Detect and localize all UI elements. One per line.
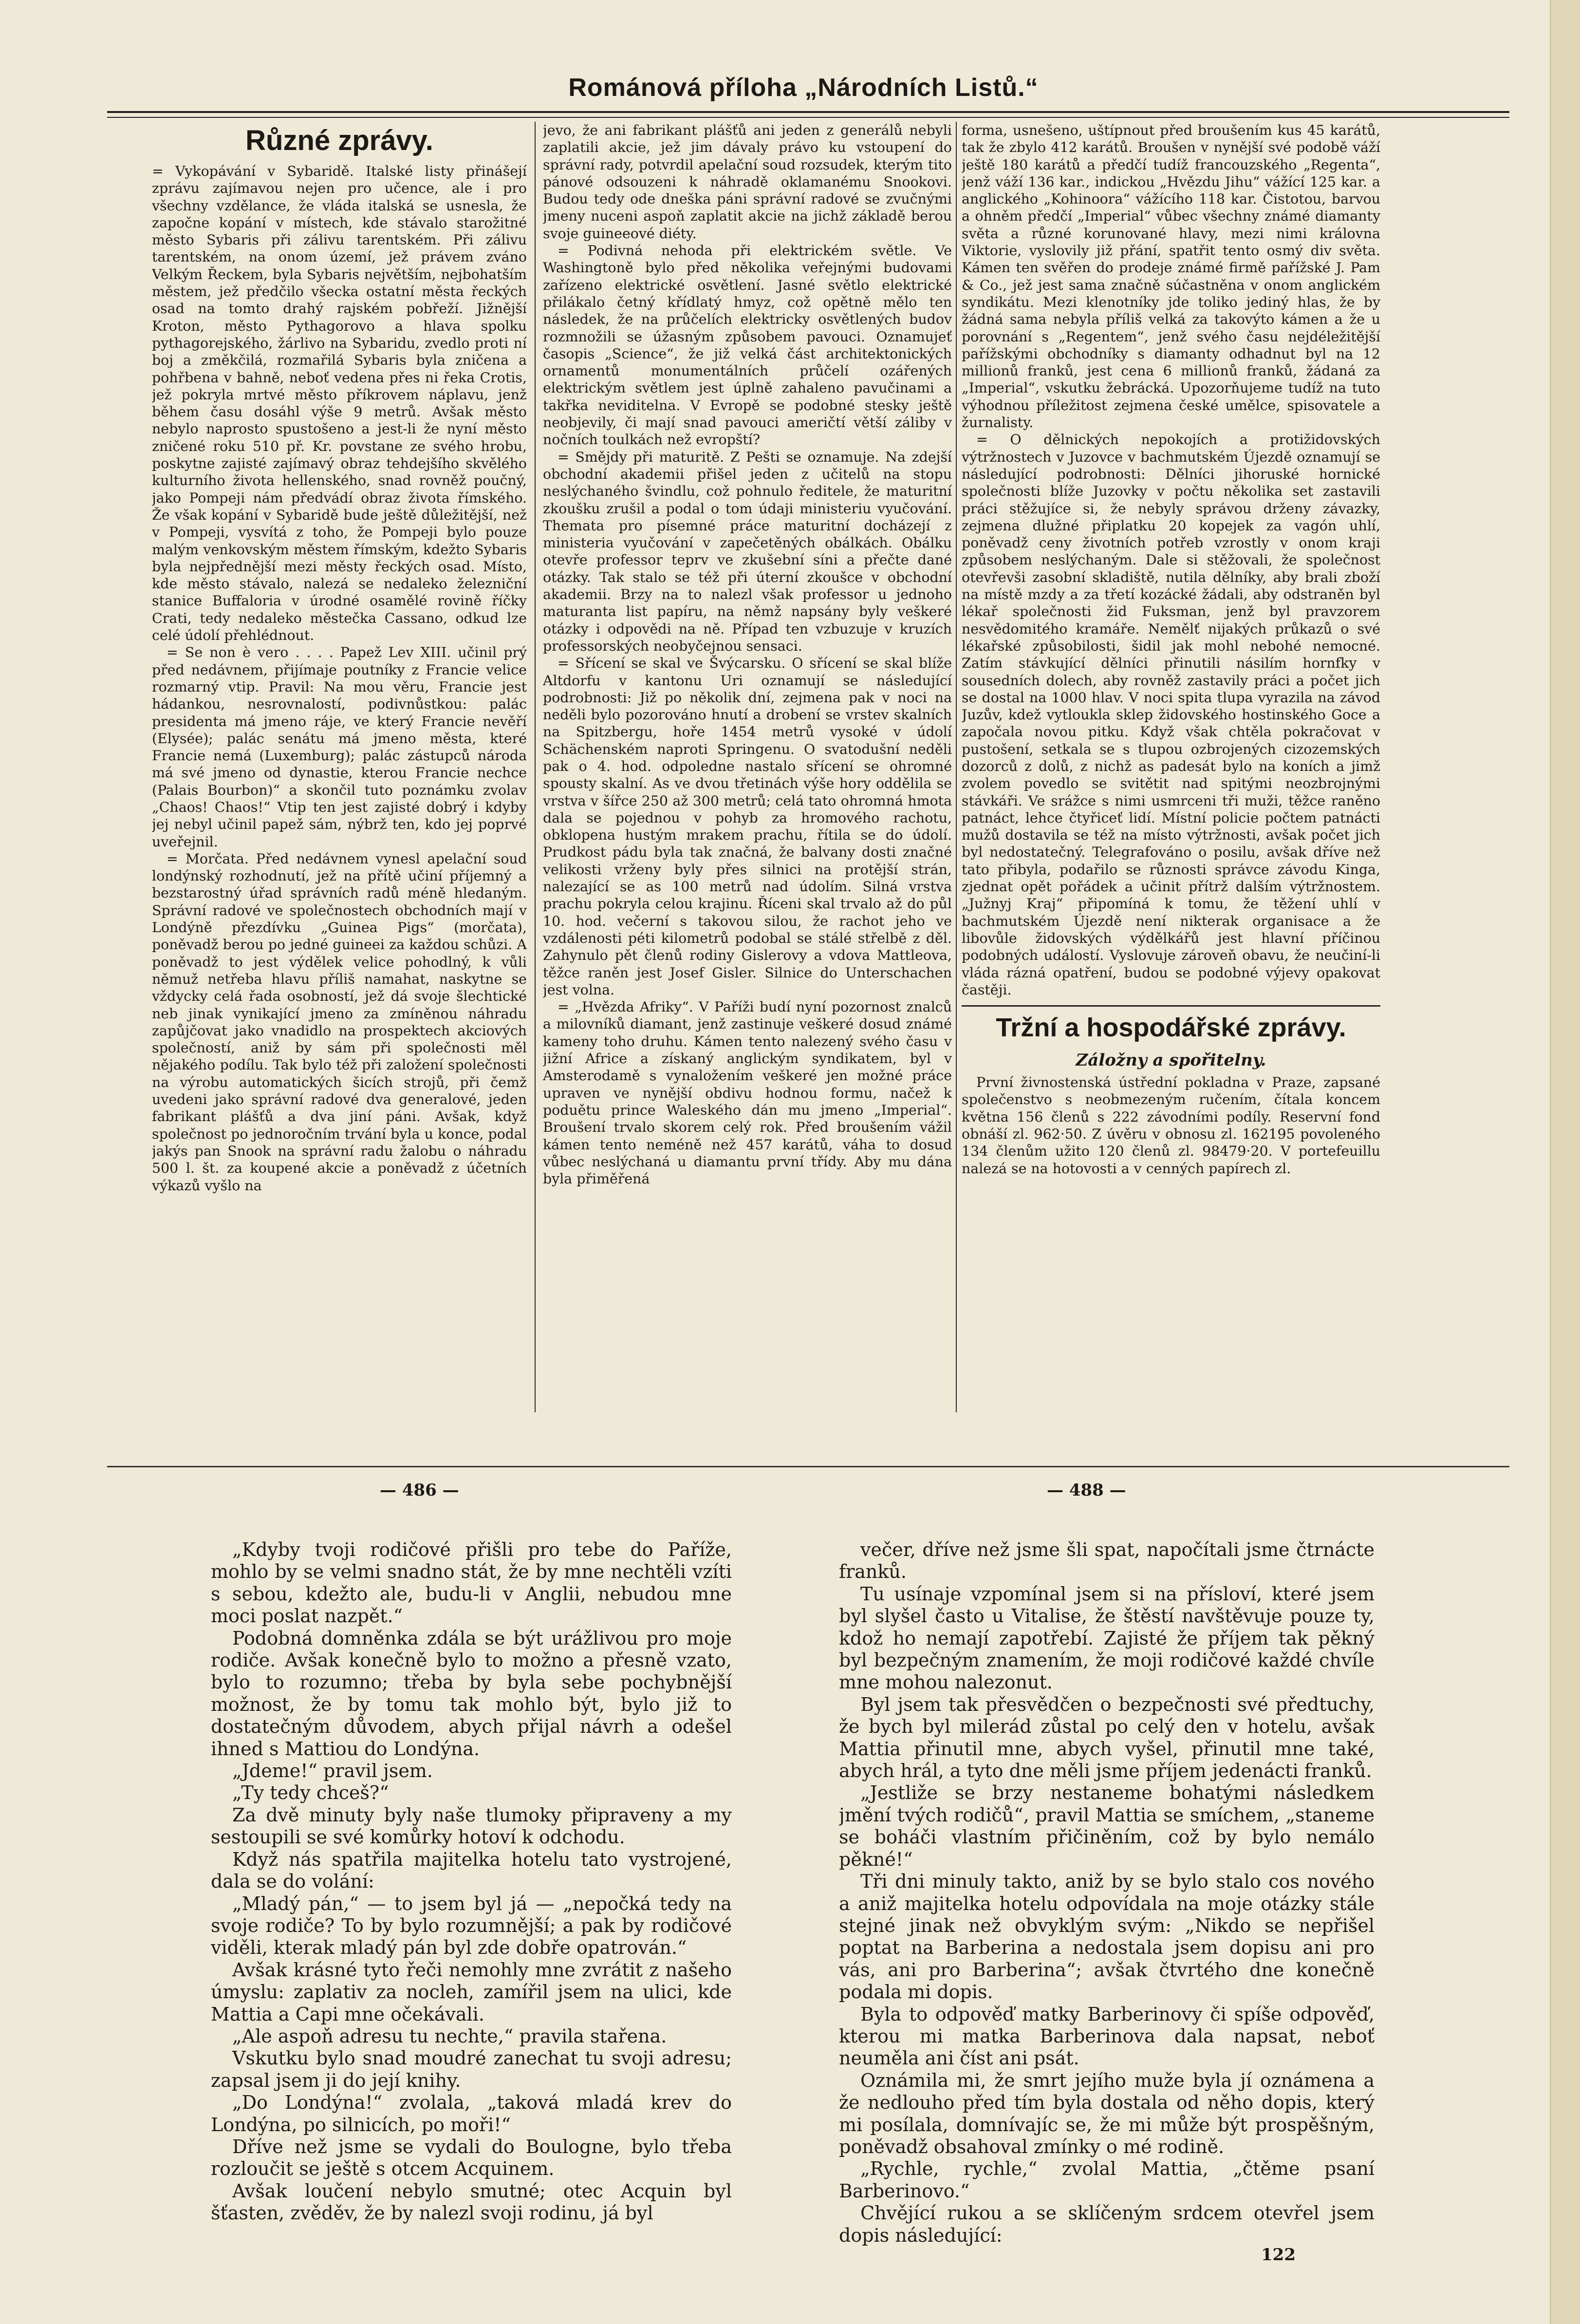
page-number-left: — 486 — [380, 1481, 459, 1500]
article-electric-light: = Podivná nehoda při elektrickém světle. Ve Washingtoně bylo před několika veřejnými budovami zařízeno elektrické osvětlení. Jasné světlo elektrické přilákalo četný křídlatý hmyz, což opětně mělo ten následek, že na průčelích elektricky osvětlených budov rozmnožili se úžasným způsobem pavouci. Oznamujeť časopis „Science“, že již velká část architektonických ornamentů monumentálních průčelí ozářených elektrickým světlem jest úplně zahaleno pavučinami a takřka neviditelna. V Evropě se podobné stesky ještě neobjevily, či mají snad pavouci američtí větší záliby v nočních toulkách než evropští? [543, 243, 952, 448]
novel-paragraph: Chvějící rukou a se sklíčeným srdcem otevřel jsem dopis následující: [839, 2202, 1375, 2246]
article-sybaris: = Vykopávání v Sybaridě. Italské listy přinášejí zprávu zajímavou nejen pro učence, ale i pro všechny vzdělance, že vláda italská se usnesla, že započne kopání v místech, kde stávalo starožitné město Sybaris při zálivu tarentském. Při zálivu tarentském, na onom území, jež právem zváno Velkým Řeckem, byla Sybaris největším, nejbohatším městem, jež předčilo všecka ostatní města řeckých osad na tomto drahý rajském pobřeží. Jižnější Kroton, město Pythagorovo a hlava spolku pythagorejského, žárlivo na Sybaridu, zvedlo proti ní boj a změkčilá, rozmařilá Sybaris byla zničena a pohřbena v bahně, neboť vedena přes ni řeka Crotis, jež pokryla mrtvé město příkrovem náplavu, jenž během času dosáhl výše 9 metrů. Avšak město nebylo naprosto spustošeno a jest-li že nyní město zničené roku 510 př. Kr. povstane ze svého hrobu, poskytne zajisté zajímavý obraz tehdejšího skvělého kulturního života hellenského, snad rovněž poučný, jako Pompeji nám předvádí obraz života římského. Že však kopání v Sybaridě bude ještě důležitější, než v Pompeji, vysvítá z toho, že Pompeji bylo pouze malým venkovským městem římským, kdežto Sybaris byla nejpřednější mezi městy řeckých osad. Místo, kde město stávalo, nalezá se nedaleko železniční stanice Buffaloria v úrodné osamělé rovině říčky Crati, tedy nedaleko městečka Cassano, odkud lze celé údolí přehlédnout. [152, 163, 527, 644]
novel-paragraph: „Ale aspoň adresu tu nechte,“ pravila stařena. [232, 2025, 667, 2047]
novel-paragraph: Tu usínaje vzpomínal jsem si na přísloví, které jsem byl slyšel často u Vitalise, že štěstí navštěvuje pouze ty, kdož ho nemají zapotřebí. Zajisté že příjem tak pěkný byl bezpečným znamením, že moji rodičové každé chvíle mne mohou nalezonut. [839, 1583, 1375, 1693]
column-separator [535, 122, 536, 1412]
column-2 [543, 122, 952, 1422]
novel-left-column [211, 1539, 732, 2269]
novel-paragraph: Vskutku bylo snad moudré zanechat tu svoji adresu; zapsal jsem ji do její knihy. [211, 2047, 732, 2091]
novel-paragraph: Byl jsem tak přesvědčen o bezpečnosti své předtuchy, že bych byl milerád zůstal po celý den v hotelu, avšak Mattia přinutil mne, abych vyšel, přinutil mne také, abych hrál, a tyto dne měli jsme příjem jedenácti franků. [839, 1693, 1375, 1782]
market-section-title: Tržní a hospodářské zprávy. [996, 1013, 1346, 1043]
article-rockfall: = Sřícení se skal ve Švýcarsku. O sřícení se skal blíže Altdorfu v kantonu Uri oznamují se následující podrobnosti: Již po několik dní, zejmena pak v noci na neděli bylo pozorováno hnutí a drobení se vrstev skalních na Spitzbergu, hoře 1454 metrů vysoké v údolí Schächenském naproti Springenu. O svatodušní neděli pak o 4. hod. odpoledne nastalo sřícení se ohromné spousty skalní. As ve dvou třetinách výše hory oddělila se vrstva v šířce 250 až 300 metrů; celá tato ohromná hmota dala se pojednou v pohyb za hromového rachotu, obklopena hustým mrakem prachu, řítila se do údolí. Prudkost pádu byla tak značná, že balvany dosti značné velikosti vrženy byly přes silnici na protější strán, nalezající se as 100 metrů nad údolím. Silná vrstva prachu pokryla celou krajinu. Říceni skal trvalo až do půl 10. hod. večerní s takovou silou, že rachot jeho ve vzdálenosti péti kilometrů podobal se stálé střelbě z děl. Zahynulo pět členů rodiny Gislerovy a vdova Mattleova, těžce raněn jest Josef Gisler. Silnice do Unterschachen jest volna. [543, 655, 952, 998]
novel-paragraph: „Rychle, rychle,“ zvolal Mattia, „čtěme psaní Barberinovo.“ [839, 2158, 1375, 2202]
column-3 [962, 122, 1380, 1422]
novel-paragraph: Byla to odpověď matky Barberinovy či spíše odpověď, kterou mi matka Barberinova dala napsat, neboť neuměla ani číst ani psát. [839, 2003, 1375, 2069]
article-continuation: forma, usnešeno, uštípnout před broušením kus 45 karátů, tak že zbylo 412 karátů. Broušen v nynější své podobě váží ještě 180 karátů a předčí tudíž francouzského „Regenta“, jenž váží 136 kar., indickou „Hvězdu Jihu“ vážící 125 kar. a anglického „Kohinoora“ vážícího 118 kar. Čistotou, barvou a ohněm předčí „Imperial“ vůbec všechny známé diamanty světa a různé korunované hlavy, mezi nimi královna Viktorie, vyslovily již přání, spatřit tento osmý div světa. Kámen ten svěřen do prodeje známé firmě pařížské J. Pam & Co., jež jest sama značně súčastněna v onom anglickém syndikátu. Mezi klenotníky jde toliko jediný hlas, že by žádná sama nebyla příliš velká za takovýto kámen a že u porovnání s „Regentem“, jenž svého času nejdéležitější pařížskými obchodníky s diamanty odhadnut byl na 12 millionů franků, jest cena 6 millionů franků, žádaná za „Imperial“, vskutku žebrácká. Upozorňujeme tudíž na tuto výhodnou příležitost zejmena české umělce, spisovatele a žurnalisty. [962, 122, 1380, 431]
novel-paragraph: Za dvě minuty byly naše tlumoky připraveny a my sestoupili se své komůrky hotoví k odchodu. [211, 1804, 732, 1848]
market-subtitle: Záložny a spořitelny. [1076, 1050, 1266, 1070]
novel-paragraph: Oznámila mi, že smrt jejího muže byla jí oznámena a že nedlouho před tím byla dostala od něho dopis, který mi posílala, domnívajíc se, že mi může být prospěšným, poněvadž obsahoval zmínky o mé rodině. [839, 2069, 1375, 2157]
section-divider [107, 1466, 1509, 1467]
novel-paragraph: Podobná domněnka zdála se být urážlivou pro moje rodiče. Avšak konečně bylo to možno a přesně vzato, bylo to rozumno; třeba by byla sebe pochybnější možnost, že by tomu tak mohlo být, bylo již to dostatečným důvodem, abych přijal návrh a odešel ihned s Mattiou do Londýna. [211, 1627, 732, 1760]
novel-paragraph: Avšak loučení nebylo smutné; otec Acquin byl šťasten, zvěděv, že by nalezl svoji rodinu, já byl [211, 2180, 732, 2224]
header-rule [107, 111, 1509, 118]
novel-paragraph: Když nás spatřila majitelka hotelu tato vystrojené, dala se do volání: [211, 1848, 732, 1893]
article-zalozna: První živnostenská ústřední pokladna v Praze, zapsané společenstvo s neobmezeným ručením, čítala koncem května 156 členů s 222 závodními podíly. Reservní fond obnáší zl. 962·50. Z úvěru v obnosu zl. 162195 povoleného 134 členům užito 120 členů zl. 98479·20. V portefeuillu nalezá se na hotovosti a v cenných papírech zl. [962, 1074, 1380, 1177]
novel-paragraph: „Mladý pán,“ — to jsem byl já — „nepočká tedy na svoje rodiče? To by bylo rozumnější; a pak by rodičové viděli, kterak mladý pán byl zde dobře opatrován.“ [211, 1893, 732, 1959]
section-title: Různé zprávy. [245, 125, 433, 156]
page-header: Románová příloha „Národních Listů.“ [568, 74, 1039, 102]
novel-paragraph: „Do Londýna!“ zvolala, „taková mladá krev do Londýna, po silnicích, po moři!“ [211, 2092, 732, 2136]
article-continuation: jevo, že ani fabrikant plášťů ani jeden z generálů nebyli zaplatili akcie, jež jim dávaly právo ku vstoupení do správní rady, potvrdil apelační soud rozsudek, kterým tito pánové odsouzeni k náhradě oklamanému Snookovi. Budou tedy ode dneška páni správní radové se zvučnými jmeny nuceni aspoň zaplatit akcie na jichž základě berou svoje guineeové diéty. [543, 122, 952, 242]
folio-number: 122 [1261, 2245, 1296, 2265]
page-number-right: — 488 — [1047, 1481, 1126, 1500]
article-maturita: = Smějdy při maturitě. Z Pešti se oznamuje. Na zdejší obchodní akademii přišel jeden z učitelů na stopu neslýchaného švindlu, což pohnulo ředitele, že maturitní zkoušku zrušil a podal o tom údaji ministeriu vyučování. Themata pro písemné práce maturitní docházejí z ministeria vyučování v zapečetěných obálkách. Obálku otevře professor teprv ve zkušební síni a přečte dané otázky. Tak stalo se též při úterní zkoušce v obchodní akademii. Brzy na to nalezl však professor u jednoho maturanta list papíru, na němž napsány byly veškeré otázky i odpovědi na ně. Případ ten vzbuzuje v kruzích professorských neobyčejnou sensaci. [543, 449, 952, 654]
article-juzovka: = O dělnických nepokojích a protižidovských výtržnostech v Juzovce v bachmutském Újezdě oznamují se následující podrobnosti: Dělníci jihoruské hornické společnosti blíže Juzovky v počtu několika set zastavili práci stěžujíce si, že nebyly správou drženy závazky, zejmena dlužné připlatku 20 kopejek za vagón uhlí, poněvadž ceny životních potřeb vzrostly v onom kraji způsobem neslýchaným. Dale si stěžovali, že společnost otevřevši zasobní skladiště, nutila dělníky, aby brali zboží na místě mzdy a za třetí kozácké žádali, aby odstraněn byl lékař společnosti žid Fuksman, jenž byl pravzorem nesvědomitého kramáře. Nemělť nijakých průkazů o své lékařské způsobilosti, šidil jak mohl nebohé nemocné. Zatím stávkující dělníci přinutili násilím hornfky v sousedních dolech, aby rovněž zastavily práci a počet jich se dostal na 1000 hlav. V noci spita tlupa vyrazila na závod Juzův, kdež vytloukla sklep židovského hostinského Goce a započala novou pitku. Když však chtěla pokračovat v pustošení, setkala se s tlupou ozbrojených cizozemských dozorců z dolů, z nichž as padesát bylo na koních a jimž zvolem povedlo se svitětit nad spitými neozbrojnými stávkáři. Ve srážce s nimi usmrceni tři muži, těžce raněno patnáct, lehce čtyřiceť lidí. Místní policie počtem patnácti mužů dostavila se též na místo výtržnosti, avšak počet jich byl nedostatečný. Telegrafováno o posilu, avšak dříve než tato přibyla, podařilo se různosti správce závodu Kinga, zjednat opět pořádek a učinit přítrž dalším výtržnostem. „Južnyj Kraj“ připomíná k tomu, že těžení uhlí v bachmutském Újezdě není nikterak organisace a že libovůle židovských výdělkářů jest hlavní příčinou podobných událostí. Vyslovuje zároveň obavu, že neučiní-li vláda rázná opatření, budou se podobné výjevy opakovat častěji. [962, 431, 1380, 998]
column-separator [956, 122, 957, 1412]
novel-paragraph: „Jdeme!“ pravil jsem. [232, 1760, 433, 1782]
novel-paragraph: „Ty tedy chceš?“ [232, 1782, 389, 1804]
novel-paragraph: „Kdyby tvoji rodičové přišli pro tebe do Paříže, mohlo by se velmi snadno stát, že by mne nechtěli vzíti s sebou, kdežto ale, budu-li v Anglii, nebudou mne moci poslat nazpět.“ [211, 1539, 732, 1627]
novel-paragraph: Tři dni minuly takto, aniž by se bylo stalo cos nového a aniž majitelka hotelu odpovídala na moje otázky stále stejné jinak než obvyklým svým: „Nikdo se nepřišel poptat na Barberina a nedostala jsem dopisu ani pro vás, ani pro Barberina“; avšak čtvrtého dne konečně podala mi dopis. [839, 1871, 1375, 2003]
section-rule [962, 1005, 1380, 1007]
novel-paragraph: „Jestliže se brzy nestaneme bohatými následkem jmění tvých rodičů“, pravil Mattia se smíchem, „staneme se boháči vlastním přičiněním, což by bylo nemálo pěkné!“ [839, 1782, 1375, 1870]
novel-paragraph: Avšak krásné tyto řeči nemohly mne zvrátit z našeho úmyslu: zaplativ za nocleh, zamířil jsem na ulici, kde Mattia a Capi mne očekávali. [211, 1959, 732, 2025]
novel-paragraph: večer, dříve než jsme šli spat, napočítali jsme čtrnácte franků. [839, 1539, 1375, 1583]
article-pope: = Se non è vero . . . . Papež Lev XIII. učinil prý před nedávnem, přijímaje poutníky z Francie velice rozmarný vtip. Pravil: Na mou věru, Francie jest hádankou, nesrovnalostí, podivnůstkou: palác presidenta má jmeno ráje, ve který Francie nevěří (Elysée); palác senátu má jmeno města, které Francie nemá (Luxemburg); palác zástupců národa má své jmeno od dynastie, kterou Francie nechce (Palais Bourbon)“ a skončil tuto poznámku zvolav „Chaos! Chaos!“ Vtip ten jest zajisté dobrý i kdyby jej nebyl učinil papež sám, nýbrž ten, kdo jej poprvé uveřejnil. [152, 644, 527, 850]
novel-right-column [839, 1539, 1375, 2269]
page-edge [1550, 0, 1580, 2324]
article-morcata: = Morčata. Před nedávnem vynesl apelační soud londýnský rozhodnutí, jež na přítě učiní příjemný a bezstarostný úřad správních radů méně hledaným. Správní radové ve společnostech obchodních mají v Londýně přezdívku „Guinea Pigs“ (morčata), poněvadž berou po jedné guineei za každou schůzi. A poněvadž to jest výdělek velice pohodlný, k vůli němuž netřeba hlavu příliš namahat, naskytne se vždycky celá řada osobností, jež dá svoje šlechtické neb jinak vynikající jmeno za zmíněnou náhradu zapůjčovat jako vnadidlo na prospektech akciových společností, aniž by sám při společnosti měl nějakého podílu. Tak bylo též při založení společnosti na výrobu automatických šicích strojů, při čemž uvedeni jako správní radové dva generalové, jeden fabrikant plášťů a dva jiní páni. Avšak, když společnost po jednoročním trvání byla u konce, podal jakýs pan Snook na správní radu žalobu o náhradu 500 l. št. za koupené akcie a poněvadž z účetních výkazů vyšlo na [152, 850, 527, 1194]
novel-paragraph: Dříve než jsme se vydali do Boulogne, bylo třeba rozloučit se ještě s otcem Acquinem. [211, 2136, 732, 2180]
article-star-of-africa: = „Hvězda Afriky“. V Paříži budí nyní pozornost znalců a milovníků diamant, jenž zastinuje veškeré dosud známé kameny toho druhu. Kámen tento nalezený svého času v jižní Africe a získaný anglickým syndikatem, byl v Amsterodamě s vynaložením veškeré jen možné práce upraven ve nynější obdivu hodnou formu, načež k poduětu prince Waleského dán mu jmeno „Imperial“. Broušení trvalo skorem celý rok. Před broušením vážil kámen tento neméně než 457 karátů, váha to dosud vůbec neslýchaná u diamantu první třídy. Aby mu dána byla přiměřená [543, 999, 952, 1187]
column-1 [152, 122, 527, 1422]
